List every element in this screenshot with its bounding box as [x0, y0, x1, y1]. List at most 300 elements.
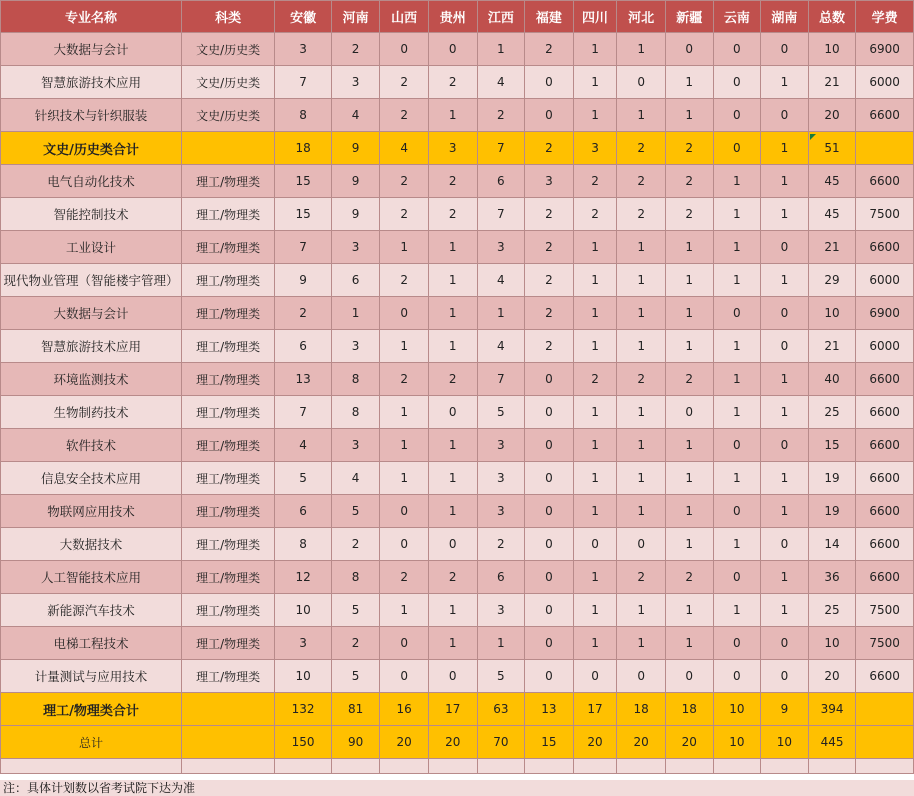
count-cell[interactable]: 15 [275, 165, 331, 198]
count-cell[interactable]: 36 [808, 561, 856, 594]
count-cell[interactable]: 1 [713, 594, 761, 627]
count-cell[interactable]: 0 [761, 297, 809, 330]
tuition-cell[interactable]: 6600 [856, 165, 914, 198]
count-cell[interactable]: 0 [428, 396, 477, 429]
count-cell[interactable]: 0 [428, 33, 477, 66]
count-cell[interactable]: 0 [525, 660, 574, 693]
count-cell[interactable]: 6 [477, 561, 525, 594]
count-cell[interactable]: 2 [525, 198, 574, 231]
count-cell[interactable]: 3 [477, 594, 525, 627]
count-cell[interactable]: 5 [331, 594, 380, 627]
count-cell[interactable]: 1 [761, 132, 809, 165]
count-cell[interactable]: 0 [380, 297, 429, 330]
category-cell[interactable]: 理工/物理类 [181, 594, 274, 627]
count-cell[interactable]: 2 [525, 33, 574, 66]
count-cell[interactable]: 2 [525, 132, 574, 165]
count-cell[interactable]: 0 [525, 363, 574, 396]
count-cell[interactable]: 2 [380, 561, 429, 594]
count-cell[interactable]: 1 [713, 462, 761, 495]
count-cell[interactable]: 20 [808, 660, 856, 693]
count-cell[interactable]: 0 [573, 528, 617, 561]
count-cell[interactable]: 1 [713, 396, 761, 429]
category-cell[interactable]: 理工/物理类 [181, 363, 274, 396]
count-cell[interactable]: 4 [477, 66, 525, 99]
count-cell[interactable]: 5 [477, 396, 525, 429]
count-cell[interactable]: 0 [665, 396, 713, 429]
count-cell[interactable]: 9 [275, 264, 331, 297]
count-cell[interactable]: 1 [573, 33, 617, 66]
count-cell[interactable]: 3 [477, 462, 525, 495]
count-cell[interactable]: 1 [428, 231, 477, 264]
major-name-cell[interactable]: 新能源汽车技术 [1, 594, 182, 627]
count-cell[interactable]: 29 [808, 264, 856, 297]
count-cell[interactable]: 0 [761, 99, 809, 132]
count-cell[interactable]: 13 [525, 693, 574, 726]
column-header[interactable]: 科类 [181, 1, 274, 33]
count-cell[interactable]: 8 [331, 561, 380, 594]
count-cell[interactable]: 6 [477, 165, 525, 198]
tuition-cell[interactable]: 6000 [856, 264, 914, 297]
column-header[interactable]: 新疆 [665, 1, 713, 33]
column-header[interactable]: 河南 [331, 1, 380, 33]
tuition-cell[interactable]: 6600 [856, 231, 914, 264]
count-cell[interactable]: 1 [617, 462, 666, 495]
major-name-cell[interactable]: 智慧旅游技术应用 [1, 66, 182, 99]
count-cell[interactable]: 1 [380, 594, 429, 627]
tuition-cell[interactable]: 6000 [856, 66, 914, 99]
category-cell[interactable]: 理工/物理类 [181, 429, 274, 462]
count-cell[interactable]: 1 [617, 264, 666, 297]
count-cell[interactable]: 2 [428, 66, 477, 99]
tuition-cell[interactable]: 6600 [856, 429, 914, 462]
count-cell[interactable]: 0 [761, 660, 809, 693]
count-cell[interactable]: 20 [428, 726, 477, 759]
column-header[interactable]: 云南 [713, 1, 761, 33]
count-cell[interactable]: 1 [761, 165, 809, 198]
count-cell[interactable]: 2 [380, 363, 429, 396]
major-name-cell[interactable]: 物联网应用技术 [1, 495, 182, 528]
major-name-cell[interactable]: 计量测试与应用技术 [1, 660, 182, 693]
count-cell[interactable]: 2 [428, 363, 477, 396]
count-cell[interactable]: 21 [808, 231, 856, 264]
count-cell[interactable]: 3 [573, 132, 617, 165]
category-cell[interactable]: 理工/物理类 [181, 198, 274, 231]
count-cell[interactable]: 3 [331, 429, 380, 462]
count-cell[interactable]: 6 [331, 264, 380, 297]
count-cell[interactable]: 63 [477, 693, 525, 726]
count-cell[interactable]: 15 [808, 429, 856, 462]
major-name-cell[interactable]: 人工智能技术应用 [1, 561, 182, 594]
category-cell[interactable]: 理工/物理类 [181, 165, 274, 198]
count-cell[interactable]: 1 [428, 99, 477, 132]
count-cell[interactable]: 2 [665, 363, 713, 396]
count-cell[interactable]: 10 [808, 33, 856, 66]
count-cell[interactable]: 20 [665, 726, 713, 759]
count-cell[interactable]: 2 [380, 264, 429, 297]
tuition-cell[interactable]: 7500 [856, 594, 914, 627]
major-name-cell[interactable]: 大数据与会计 [1, 33, 182, 66]
count-cell[interactable]: 0 [713, 33, 761, 66]
count-cell[interactable]: 2 [617, 363, 666, 396]
column-header[interactable]: 福建 [525, 1, 574, 33]
major-name-cell[interactable]: 智能控制技术 [1, 198, 182, 231]
count-cell[interactable]: 17 [573, 693, 617, 726]
tuition-cell[interactable]: 6600 [856, 660, 914, 693]
count-cell[interactable]: 2 [477, 528, 525, 561]
count-cell[interactable]: 1 [617, 429, 666, 462]
count-cell[interactable]: 1 [573, 462, 617, 495]
count-cell[interactable]: 15 [275, 198, 331, 231]
empty-cell[interactable] [856, 726, 914, 759]
column-header[interactable]: 学费 [856, 1, 914, 33]
category-cell[interactable]: 理工/物理类 [181, 330, 274, 363]
count-cell[interactable]: 0 [713, 429, 761, 462]
empty-cell[interactable] [331, 759, 380, 774]
count-cell[interactable]: 2 [275, 297, 331, 330]
column-header[interactable]: 专业名称 [1, 1, 182, 33]
count-cell[interactable]: 1 [713, 363, 761, 396]
count-cell[interactable]: 81 [331, 693, 380, 726]
count-cell[interactable]: 1 [617, 297, 666, 330]
count-cell[interactable]: 1 [617, 495, 666, 528]
count-cell[interactable]: 20 [573, 726, 617, 759]
count-cell[interactable]: 2 [380, 165, 429, 198]
count-cell[interactable]: 1 [617, 330, 666, 363]
count-cell[interactable]: 1 [665, 528, 713, 561]
count-cell[interactable]: 1 [713, 528, 761, 561]
count-cell[interactable]: 3 [275, 627, 331, 660]
count-cell[interactable]: 1 [331, 297, 380, 330]
count-cell[interactable]: 1 [713, 198, 761, 231]
count-cell[interactable]: 45 [808, 198, 856, 231]
count-cell[interactable]: 0 [525, 462, 574, 495]
count-cell[interactable]: 1 [428, 264, 477, 297]
count-cell[interactable]: 0 [713, 495, 761, 528]
count-cell[interactable]: 2 [617, 165, 666, 198]
count-cell[interactable]: 2 [665, 165, 713, 198]
major-name-cell[interactable]: 针织技术与针织服装 [1, 99, 182, 132]
count-cell[interactable]: 3 [331, 66, 380, 99]
count-cell[interactable]: 1 [617, 99, 666, 132]
count-cell[interactable]: 0 [573, 660, 617, 693]
major-name-cell[interactable]: 软件技术 [1, 429, 182, 462]
empty-cell[interactable] [617, 759, 666, 774]
count-cell[interactable]: 19 [808, 495, 856, 528]
count-cell[interactable]: 1 [428, 495, 477, 528]
count-cell[interactable]: 1 [665, 297, 713, 330]
category-cell[interactable]: 理工/物理类 [181, 297, 274, 330]
count-cell[interactable]: 0 [713, 660, 761, 693]
count-cell[interactable]: 0 [525, 429, 574, 462]
category-cell[interactable]: 理工/物理类 [181, 462, 274, 495]
count-cell[interactable]: 20 [380, 726, 429, 759]
count-cell[interactable]: 21 [808, 66, 856, 99]
count-cell[interactable]: 1 [573, 594, 617, 627]
count-cell[interactable]: 10 [808, 297, 856, 330]
category-cell[interactable]: 理工/物理类 [181, 264, 274, 297]
count-cell[interactable]: 0 [617, 528, 666, 561]
count-cell[interactable]: 8 [331, 363, 380, 396]
count-cell[interactable]: 20 [617, 726, 666, 759]
empty-cell[interactable] [181, 726, 274, 759]
count-cell[interactable]: 2 [665, 132, 713, 165]
count-cell[interactable]: 0 [525, 561, 574, 594]
count-cell[interactable]: 1 [761, 462, 809, 495]
count-cell[interactable]: 1 [665, 264, 713, 297]
tuition-cell[interactable]: 6600 [856, 462, 914, 495]
category-cell[interactable]: 理工/物理类 [181, 396, 274, 429]
empty-cell[interactable] [856, 132, 914, 165]
count-cell[interactable]: 0 [525, 66, 574, 99]
count-cell[interactable]: 13 [275, 363, 331, 396]
count-cell[interactable]: 5 [477, 660, 525, 693]
count-cell[interactable]: 1 [617, 594, 666, 627]
count-cell[interactable]: 2 [525, 330, 574, 363]
column-header[interactable]: 总数 [808, 1, 856, 33]
count-cell[interactable]: 3 [331, 330, 380, 363]
count-cell[interactable]: 10 [808, 627, 856, 660]
count-cell[interactable]: 0 [380, 528, 429, 561]
count-cell[interactable]: 10 [275, 660, 331, 693]
count-cell[interactable]: 5 [331, 495, 380, 528]
count-cell[interactable]: 1 [477, 297, 525, 330]
count-cell[interactable]: 1 [573, 330, 617, 363]
count-cell[interactable]: 2 [617, 198, 666, 231]
count-cell[interactable]: 6 [275, 495, 331, 528]
count-cell[interactable]: 7 [477, 132, 525, 165]
count-cell[interactable]: 0 [713, 66, 761, 99]
count-cell[interactable]: 1 [573, 429, 617, 462]
count-cell[interactable]: 0 [761, 528, 809, 561]
count-cell[interactable]: 2 [573, 165, 617, 198]
empty-cell[interactable] [380, 759, 429, 774]
count-cell[interactable]: 4 [477, 264, 525, 297]
category-cell[interactable]: 理工/物理类 [181, 528, 274, 561]
count-cell[interactable]: 1 [713, 330, 761, 363]
category-cell[interactable]: 文史/历史类 [181, 99, 274, 132]
count-cell[interactable]: 2 [331, 528, 380, 561]
count-cell[interactable]: 1 [761, 594, 809, 627]
count-cell[interactable]: 0 [761, 231, 809, 264]
tuition-cell[interactable]: 6900 [856, 297, 914, 330]
count-cell[interactable]: 4 [275, 429, 331, 462]
count-cell[interactable]: 1 [477, 33, 525, 66]
count-cell[interactable]: 1 [761, 396, 809, 429]
empty-cell[interactable] [856, 759, 914, 774]
count-cell[interactable]: 2 [380, 99, 429, 132]
count-cell[interactable]: 2 [428, 198, 477, 231]
major-name-cell[interactable]: 电气自动化技术 [1, 165, 182, 198]
count-cell[interactable]: 394 [808, 693, 856, 726]
count-cell[interactable]: 445 [808, 726, 856, 759]
count-cell[interactable]: 0 [380, 33, 429, 66]
count-cell[interactable]: 1 [761, 561, 809, 594]
count-cell[interactable]: 0 [428, 660, 477, 693]
empty-cell[interactable] [1, 759, 182, 774]
empty-cell[interactable] [665, 759, 713, 774]
major-name-cell[interactable]: 环境监测技术 [1, 363, 182, 396]
count-cell[interactable]: 1 [573, 561, 617, 594]
count-cell[interactable]: 90 [331, 726, 380, 759]
count-cell[interactable]: 3 [525, 165, 574, 198]
major-name-cell[interactable]: 现代物业管理（智能楼宇管理） [1, 264, 182, 297]
major-name-cell[interactable]: 电梯工程技术 [1, 627, 182, 660]
subtotal-label[interactable]: 文史/历史类合计 [1, 132, 182, 165]
column-header[interactable]: 山西 [380, 1, 429, 33]
count-cell[interactable]: 1 [665, 594, 713, 627]
column-header[interactable]: 河北 [617, 1, 666, 33]
category-cell[interactable]: 文史/历史类 [181, 33, 274, 66]
count-cell[interactable]: 1 [713, 231, 761, 264]
count-cell[interactable]: 1 [665, 330, 713, 363]
count-cell[interactable]: 0 [525, 396, 574, 429]
empty-cell[interactable] [573, 759, 617, 774]
count-cell[interactable]: 4 [477, 330, 525, 363]
count-cell[interactable]: 1 [761, 66, 809, 99]
count-cell[interactable]: 10 [761, 726, 809, 759]
count-cell[interactable]: 10 [275, 594, 331, 627]
count-cell[interactable]: 3 [428, 132, 477, 165]
tuition-cell[interactable]: 6900 [856, 33, 914, 66]
tuition-cell[interactable]: 6600 [856, 528, 914, 561]
count-cell[interactable]: 1 [428, 594, 477, 627]
count-cell[interactable]: 7 [275, 66, 331, 99]
count-cell[interactable]: 0 [617, 660, 666, 693]
count-cell[interactable]: 25 [808, 396, 856, 429]
category-cell[interactable]: 文史/历史类 [181, 66, 274, 99]
count-cell[interactable]: 18 [275, 132, 331, 165]
count-cell[interactable]: 15 [525, 726, 574, 759]
tuition-cell[interactable]: 7500 [856, 627, 914, 660]
count-cell[interactable]: 1 [380, 396, 429, 429]
count-cell[interactable]: 0 [761, 33, 809, 66]
count-cell[interactable]: 6 [275, 330, 331, 363]
count-cell[interactable]: 1 [428, 330, 477, 363]
count-cell[interactable]: 1 [428, 297, 477, 330]
count-cell[interactable]: 1 [665, 66, 713, 99]
count-cell[interactable]: 2 [525, 264, 574, 297]
count-cell[interactable]: 0 [380, 660, 429, 693]
count-cell[interactable]: 1 [573, 396, 617, 429]
count-cell[interactable]: 1 [573, 66, 617, 99]
empty-cell[interactable] [275, 759, 331, 774]
major-name-cell[interactable]: 大数据技术 [1, 528, 182, 561]
count-cell[interactable]: 0 [761, 627, 809, 660]
count-cell[interactable]: 1 [573, 495, 617, 528]
count-cell[interactable]: 1 [573, 231, 617, 264]
count-cell[interactable]: 2 [573, 363, 617, 396]
count-cell[interactable]: 5 [275, 462, 331, 495]
count-cell[interactable]: 0 [428, 528, 477, 561]
count-cell[interactable]: 4 [380, 132, 429, 165]
count-cell[interactable]: 2 [617, 132, 666, 165]
count-cell[interactable]: 17 [428, 693, 477, 726]
column-header[interactable]: 四川 [573, 1, 617, 33]
column-header[interactable]: 江西 [477, 1, 525, 33]
count-cell[interactable]: 3 [331, 231, 380, 264]
tuition-cell[interactable]: 6600 [856, 561, 914, 594]
count-cell[interactable]: 21 [808, 330, 856, 363]
count-cell[interactable]: 10 [713, 726, 761, 759]
category-cell[interactable]: 理工/物理类 [181, 627, 274, 660]
count-cell[interactable]: 0 [665, 33, 713, 66]
empty-cell[interactable] [477, 759, 525, 774]
count-cell[interactable]: 18 [617, 693, 666, 726]
count-cell[interactable]: 1 [665, 462, 713, 495]
count-cell[interactable]: 1 [428, 429, 477, 462]
count-cell[interactable]: 9 [331, 198, 380, 231]
subtotal-label[interactable]: 理工/物理类合计 [1, 693, 182, 726]
count-cell[interactable]: 1 [761, 495, 809, 528]
count-cell[interactable]: 12 [275, 561, 331, 594]
count-cell[interactable]: 1 [665, 627, 713, 660]
count-cell[interactable]: 40 [808, 363, 856, 396]
empty-cell[interactable] [808, 759, 856, 774]
column-header[interactable]: 贵州 [428, 1, 477, 33]
count-cell[interactable]: 10 [713, 693, 761, 726]
count-cell[interactable]: 9 [331, 132, 380, 165]
count-cell[interactable]: 1 [573, 627, 617, 660]
tuition-cell[interactable]: 6600 [856, 495, 914, 528]
count-cell[interactable]: 1 [428, 627, 477, 660]
empty-cell[interactable] [428, 759, 477, 774]
count-cell[interactable]: 8 [331, 396, 380, 429]
count-cell[interactable]: 2 [525, 231, 574, 264]
column-header[interactable]: 安徽 [275, 1, 331, 33]
count-cell[interactable]: 7 [477, 198, 525, 231]
count-cell[interactable]: 0 [380, 627, 429, 660]
count-cell[interactable]: 3 [477, 495, 525, 528]
count-cell[interactable]: 0 [525, 99, 574, 132]
count-cell[interactable]: 132 [275, 693, 331, 726]
count-cell[interactable]: 1 [713, 165, 761, 198]
count-cell[interactable]: 5 [331, 660, 380, 693]
count-cell[interactable]: 1 [665, 99, 713, 132]
count-cell[interactable]: 2 [428, 561, 477, 594]
count-cell[interactable]: 2 [477, 99, 525, 132]
count-cell[interactable]: 150 [275, 726, 331, 759]
count-cell[interactable]: 16 [380, 693, 429, 726]
count-cell[interactable]: 25 [808, 594, 856, 627]
tuition-cell[interactable]: 6600 [856, 363, 914, 396]
count-cell[interactable]: 0 [525, 528, 574, 561]
empty-cell[interactable] [181, 693, 274, 726]
category-cell[interactable]: 理工/物理类 [181, 561, 274, 594]
empty-cell[interactable] [761, 759, 809, 774]
count-cell[interactable]: 2 [665, 561, 713, 594]
count-cell[interactable]: 1 [761, 363, 809, 396]
count-cell[interactable]: 1 [573, 297, 617, 330]
count-cell[interactable]: 14 [808, 528, 856, 561]
major-name-cell[interactable]: 智慧旅游技术应用 [1, 330, 182, 363]
count-cell[interactable]: 0 [713, 99, 761, 132]
count-cell[interactable]: 20 [808, 99, 856, 132]
count-cell[interactable]: 8 [275, 528, 331, 561]
count-cell[interactable]: 2 [380, 198, 429, 231]
count-cell[interactable]: 1 [380, 462, 429, 495]
count-cell[interactable]: 1 [665, 429, 713, 462]
count-cell[interactable]: 0 [713, 297, 761, 330]
count-cell[interactable]: 2 [573, 198, 617, 231]
count-cell[interactable]: 1 [573, 99, 617, 132]
count-cell[interactable]: 0 [525, 627, 574, 660]
count-cell[interactable]: 9 [331, 165, 380, 198]
count-cell[interactable]: 1 [617, 231, 666, 264]
count-cell[interactable]: 3 [275, 33, 331, 66]
count-cell[interactable]: 1 [573, 264, 617, 297]
category-cell[interactable]: 理工/物理类 [181, 495, 274, 528]
count-cell[interactable]: 3 [477, 429, 525, 462]
